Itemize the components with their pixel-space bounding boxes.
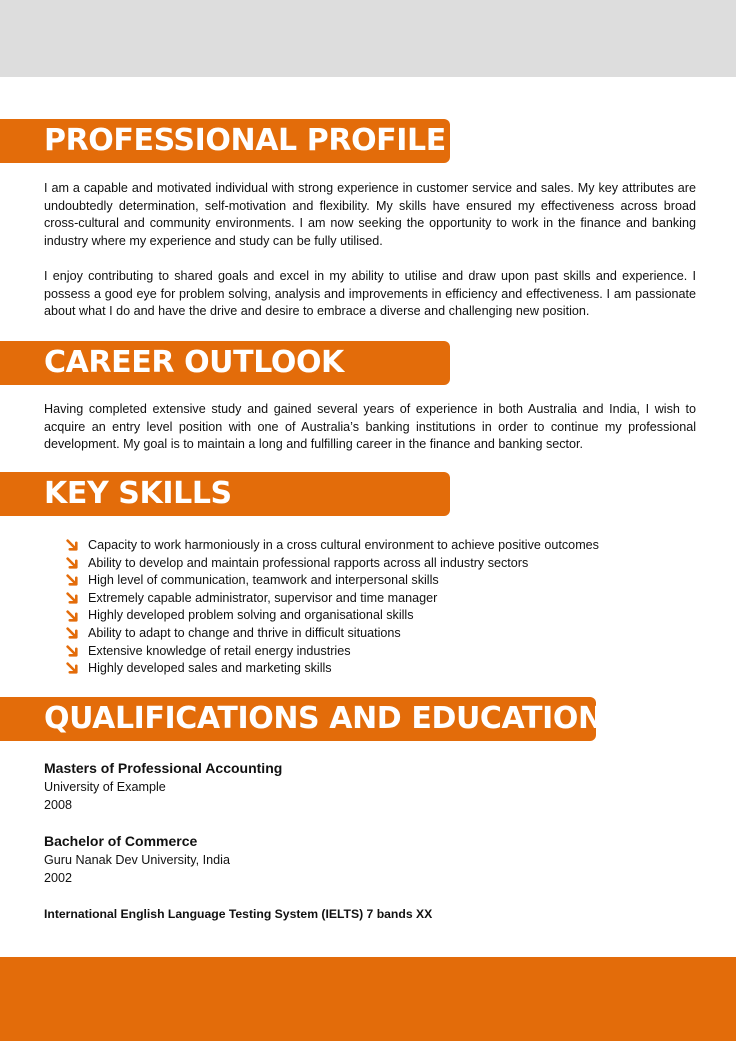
skill-item [66, 607, 599, 625]
section-banner-career-outlook [0, 341, 450, 385]
qualification-entry [44, 831, 230, 887]
skill-text: Highly developed problem solving and organisational skills [88, 608, 414, 623]
qualification-entry [44, 758, 282, 814]
skill-item [66, 537, 599, 555]
skill-item [66, 643, 599, 661]
orange-diagonal-arrow-icon [66, 610, 79, 623]
outlook-paragraph: Having completed extensive study and gained several years of experience in both Australia and India, I wish to acquire an entry level position with one of Australia’s banking institutions in order to continue my professional development. My goal is to maintain a long and fulfilling career in the finance and banking sector. [44, 402, 696, 452]
orange-diagonal-arrow-icon [66, 627, 79, 640]
skill-text: High level of communication, teamwork and interpersonal skills [88, 573, 439, 588]
skill-text: Extensive knowledge of retail energy industries [88, 643, 351, 658]
skill-item [66, 590, 599, 608]
skill-item [66, 660, 599, 678]
graduation-year: 2008 [44, 798, 73, 812]
graduation-year: 2002 [44, 871, 73, 885]
ielts-certification: International English Language Testing System (IELTS) 7 bands XX [44, 907, 433, 921]
section-title-qualifications: QUALIFICATIONS AND EDUCATION [44, 701, 603, 736]
skill-text: Highly developed sales and marketing skills [88, 661, 332, 676]
degree-name: Bachelor of Commerce [44, 833, 198, 849]
orange-diagonal-arrow-icon [66, 539, 79, 552]
orange-diagonal-arrow-icon [66, 592, 79, 605]
skill-item [66, 555, 599, 573]
section-banner-key-skills [0, 472, 450, 516]
section-banner-professional-profile [0, 119, 450, 163]
skill-item [66, 572, 599, 590]
orange-diagonal-arrow-icon [66, 662, 79, 675]
orange-diagonal-arrow-icon [66, 574, 79, 587]
key-skills-list [66, 537, 599, 678]
skill-text: Extremely capable administrator, supervisor and time manager [88, 590, 438, 605]
degree-name: Masters of Professional Accounting [44, 760, 283, 776]
skill-text: Ability to adapt to change and thrive in difficult situations [88, 625, 401, 640]
skill-text: Capacity to work harmoniously in a cross cultural environment to achieve positive outcomes [88, 538, 599, 552]
orange-diagonal-arrow-icon [66, 557, 79, 570]
profile-paragraph-2: I enjoy contributing to shared goals and excel in my ability to utilise and draw upon past skills and experience. I possess a good eye for problem solving, analysis and improvements in efficiency and effectiveness. I am passionate about what I do and have the drive and desire to embrace a diverse and challenging new position. [44, 269, 696, 319]
institution-name: University of Example [44, 780, 166, 794]
header-band [0, 0, 736, 77]
section-title-professional-profile: PROFESSIONAL PROFILE [44, 123, 446, 158]
skill-text: Ability to develop and maintain professional rapports across all industry sectors [88, 555, 529, 570]
institution-name: Guru Nanak Dev University, India [44, 853, 230, 867]
section-title-career-outlook: CAREER OUTLOOK [44, 345, 344, 380]
skill-item [66, 625, 599, 643]
profile-paragraph-1: I am a capable and motivated individual with strong experience in customer service and sales. My key attributes are undoubtedly determination, self-motivation and flexibility. My skills have ensured my effectiveness across broad cross-cultural and community environments. I am now seeking the opportunity to work in the finance and banking industry where my experience and study can be fully utilised. [44, 181, 696, 249]
orange-diagonal-arrow-icon [66, 645, 79, 658]
section-title-key-skills: KEY SKILLS [44, 476, 232, 511]
section-banner-qualifications [0, 697, 603, 741]
footer-band [0, 957, 736, 1041]
